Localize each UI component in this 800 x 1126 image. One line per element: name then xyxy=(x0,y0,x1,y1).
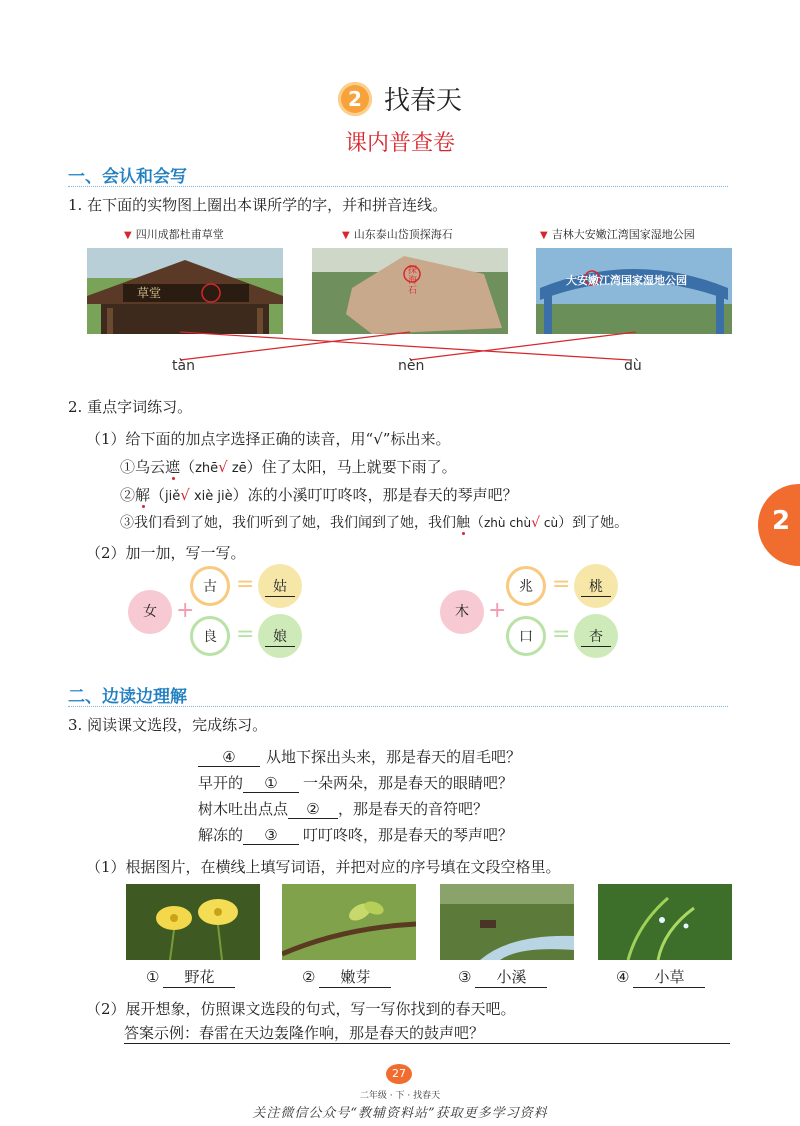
page-number: 27 xyxy=(386,1064,412,1084)
passage-line-4: 解冻的 ③ 叮叮咚咚，那是春天的琴声吧？ xyxy=(198,826,514,844)
question-3-prompt: 3. 阅读课文选段，完成练习。 xyxy=(68,716,268,734)
pinyin-du: dù xyxy=(624,358,642,374)
question-1-prompt: 1. 在下面的实物图上圈出本课所学的字，并和拼音连线。 xyxy=(68,196,448,214)
picture-wildflowers xyxy=(126,884,260,960)
equals-sign-4: = xyxy=(552,622,571,647)
section-divider-1 xyxy=(68,186,728,188)
photo-caption-2: ▼ 山东泰山岱顶探海石 xyxy=(342,228,453,241)
footer-promo: 关注微信公众号“教辅资料站”获取更多学习资料 xyxy=(252,1106,548,1121)
question-2-prompt: 2. 重点字词练习。 xyxy=(68,398,193,416)
component-liang: 良 xyxy=(190,616,230,656)
sentence-3: ③我们看到了她，我们听到了她，我们闻到了她，我们触（zhù chù√ cù）到了她。 xyxy=(120,515,629,531)
answer-bubble-gu xyxy=(258,564,302,608)
bud-illustration xyxy=(282,884,416,960)
passage-line-3: 树木吐出点点 ② ，那是春天的音符吧？ xyxy=(198,800,489,818)
question-2-part2-prompt: （2）加一加，写一写。 xyxy=(86,544,246,562)
component-zhao: 兆 xyxy=(506,566,546,606)
check-mark-2: √ xyxy=(180,486,190,504)
pinyin-tan: tàn xyxy=(172,358,195,374)
picture-buds xyxy=(282,884,416,960)
photo-wetland-gate xyxy=(536,248,732,334)
sentence-1: ①乌云遮（zhē√ zē）住了太阳，马上就要下雨了。 xyxy=(120,458,457,476)
check-mark-1: √ xyxy=(218,458,228,476)
answer-tao: 桃 xyxy=(581,576,611,597)
answer-xing: 杏 xyxy=(581,626,611,647)
plus-sign-left: + xyxy=(176,598,195,623)
section-heading-1: 一、会认和会写 xyxy=(68,167,187,187)
photo-du-fu-cottage xyxy=(87,248,283,334)
section-heading-2: 二、边读边理解 xyxy=(68,687,187,707)
footer-grade-line: 二年级 · 下 · 找春天 xyxy=(359,1091,441,1101)
base-radical-mu: 木 xyxy=(440,590,484,634)
chapter-tab-number: 2 xyxy=(772,506,791,536)
photo-rock-text: 探海石 xyxy=(408,266,418,296)
plus-sign-right: + xyxy=(488,598,507,623)
picture-label-2: ② 嫩芽 xyxy=(302,966,391,988)
cottage-illustration xyxy=(87,248,283,334)
photo-caption-3: ▼ 吉林大安嫩江湾国家湿地公园 xyxy=(540,228,695,241)
photo-gate-text: 大安嫩江湾国家湿地公园 xyxy=(566,274,687,287)
equals-sign-3: = xyxy=(552,572,571,597)
answer-bubble-tao xyxy=(574,564,618,608)
question-3-part2-prompt: （2）展开想象，仿照课文选段的句式，写一写你找到的春天吧。 xyxy=(86,1000,516,1018)
component-gu: 古 xyxy=(190,566,230,606)
passage-line-1: ④ 从地下探出头来，那是春天的眉毛吧？ xyxy=(198,746,521,767)
photo-caption-1: ▼ 四川成都杜甫草堂 xyxy=(124,228,224,241)
question-3-part1-prompt: （1）根据图片，在横线上填写词语，并把对应的序号填在文段空格里。 xyxy=(86,858,561,876)
example-answer: 答案示例：春雷在天边轰隆作响，那是春天的鼓声吧？ xyxy=(124,1022,730,1044)
stream-illustration xyxy=(440,884,574,960)
picture-label-1: ① 野花 xyxy=(146,966,235,988)
check-mark-3: √ xyxy=(531,515,541,531)
lesson-title: 找春天 xyxy=(383,86,462,116)
passage-blank-1: ④ xyxy=(198,748,260,767)
passage-blank-4: ③ xyxy=(243,826,299,845)
chapter-side-tab xyxy=(758,484,800,566)
photo-rock xyxy=(312,248,508,334)
picture-stream xyxy=(440,884,574,960)
base-radical-nv: 女 xyxy=(128,590,172,634)
wildflower-illustration xyxy=(126,884,260,960)
passage-blank-3: ② xyxy=(288,800,338,819)
lesson-title-row xyxy=(0,80,800,117)
section-divider-2 xyxy=(68,706,728,708)
answer-bubble-xing xyxy=(574,614,618,658)
gate-illustration xyxy=(536,248,732,334)
picture-label-4: ④ 小草 xyxy=(616,966,705,988)
sentence-2: ②解（jiě√ xiè jiè）冻的小溪叮叮咚咚，那是春天的琴声吧？ xyxy=(120,486,518,504)
answer-bubble-niang xyxy=(258,614,302,658)
equals-sign-1: = xyxy=(236,572,255,597)
grass-illustration xyxy=(598,884,732,960)
passage-blank-2: ① xyxy=(243,774,299,793)
picture-label-3: ③ 小溪 xyxy=(458,966,547,988)
photo-sign-text-1: 草堂 xyxy=(137,286,162,300)
page-subtitle: 课内普查卷 xyxy=(344,131,455,156)
passage-line-2: 早开的 ① 一朵两朵，那是春天的眼睛吧？ xyxy=(198,774,514,792)
question-2-part1-prompt: （1）给下面的加点字选择正确的读音，用“√”标出来。 xyxy=(86,430,451,448)
answer-gu: 姑 xyxy=(265,576,295,597)
pinyin-nen: nèn xyxy=(398,358,425,374)
component-kou: 口 xyxy=(506,616,546,656)
answer-niang: 娘 xyxy=(265,626,295,647)
equals-sign-2: = xyxy=(236,622,255,647)
lesson-number-badge: 2 xyxy=(338,82,372,116)
picture-grass xyxy=(598,884,732,960)
